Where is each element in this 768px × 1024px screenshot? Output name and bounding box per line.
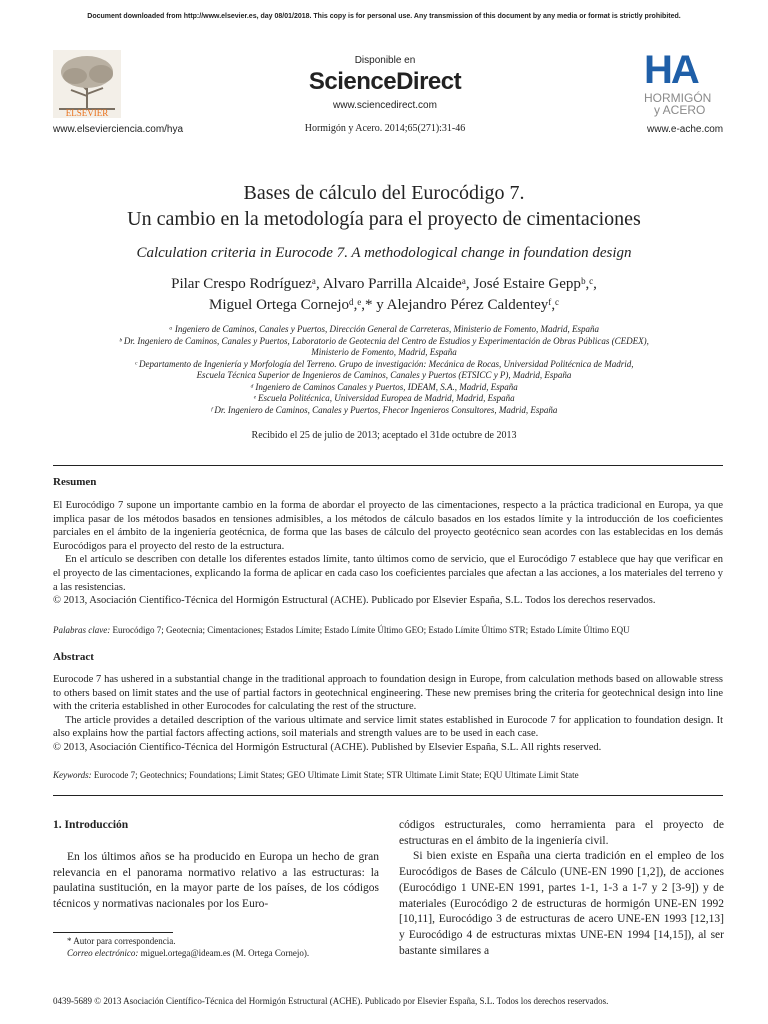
intro-left-paragraph: En los últimos años se ha producido en Europa un hecho de gran relevancia en el panorama normativo relativo a las estructuras: la paulatina sustitución, en la mayor parte de los países, de los códigos técnicos y normativas nacionales por los Euro- bbox=[53, 851, 379, 911]
keywords-list: Eurocode 7; Geotechnics; Foundations; Limit States; GEO Ultimate Limit State; STR Ultimate Limit State; EQU Ultimate Limit State bbox=[93, 770, 579, 780]
ha-logo-line1: HORMIGÓN bbox=[644, 91, 712, 105]
authors-line-2: Miguel Ortega Cornejoᵈ,ᵉ,* y Alejandro Pérez Caldenteyᶠ,ᶜ bbox=[209, 297, 559, 313]
download-notice: Document downloaded from http://www.elsevier.es, day 08/01/2018. This copy is for personal use. Any transmission of this document by any media or format is strictly prohibited. bbox=[87, 13, 681, 20]
section-heading-introduccion: 1. Introducción bbox=[53, 819, 129, 831]
keywords bbox=[53, 770, 723, 780]
title-line-2: Un cambio en la metodología para el proyecto de cimentaciones bbox=[127, 208, 641, 230]
disponible-label: Disponible en bbox=[354, 55, 416, 66]
resumen-heading: Resumen bbox=[53, 476, 97, 488]
footnote-author: * Autor para correspondencia. bbox=[67, 936, 176, 946]
journal-url-right[interactable]: www.e-ache.com bbox=[647, 124, 724, 135]
journal-reference: Hormigón y Acero. 2014;65(271):31-46 bbox=[304, 123, 466, 134]
intro-right-paragraph-1: códigos estructurales, como herramienta para el proyecto de estructuras en el ámbito de la ingeniería civil. bbox=[399, 819, 724, 847]
abstract-body bbox=[53, 673, 723, 755]
divider-bottom bbox=[53, 795, 723, 796]
palabras-clave bbox=[53, 625, 723, 635]
palabras-clave-list: Eurocódigo 7; Geotecnia; Cimentaciones; Estados Límite; Estado Límite Último GEO; Estado Límite Último STR; Estado Límite Último EQU bbox=[112, 625, 630, 635]
abstract-paragraph-2: The article provides a detailed description of the various ultimate and service limit states established in Eurocode 7 for application to foundation design. It also explains how the partial factors affecting actions, soil materials and strength values are to be used in each case. bbox=[53, 714, 723, 740]
resumen-copyright: © 2013, Asociación Científico-Técnica del Hormigón Estructural (ACHE). Publicado por Elsevier España, S.L. Todos los derechos reservados. bbox=[53, 595, 656, 607]
sciencedirect-url[interactable]: www.sciencedirect.com bbox=[333, 100, 437, 111]
english-subtitle: Calculation criteria in Eurocode 7. A methodological change in foundation design bbox=[136, 245, 632, 261]
footnote-email-address[interactable]: miguel.ortega@ideam.es (M. Ortega Cornejo). bbox=[140, 948, 310, 958]
sciencedirect-logo: ScienceDirect bbox=[308, 68, 462, 95]
intro-right-column bbox=[399, 818, 724, 959]
footnote-email-label: Correo electrónico: bbox=[67, 948, 139, 958]
divider-top bbox=[53, 465, 723, 466]
affiliation-b-cont: Ministerio de Fomento, Madrid, España bbox=[311, 347, 457, 357]
affiliation-f: ᶠ Dr. Ingeniero de Caminos, Canales y Puertos, Fhecor Ingenieros Consultores, Madrid, España bbox=[210, 404, 558, 415]
abstract-copyright: © 2013, Asociación Científico-Técnica del Hormigón Estructural (ACHE). Published by Elsevier España, S.L. All rights reserved. bbox=[53, 741, 602, 753]
resumen-body bbox=[53, 499, 723, 608]
affiliation-c: ᶜ Departamento de Ingeniería y Morfología del Terreno. Grupo de investigación: Mecánica de Rocas, Universidad Politécnica de Madrid, bbox=[134, 358, 634, 369]
palabras-clave-label: Palabras clave: bbox=[53, 625, 111, 635]
resumen-paragraph-1: El Eurocódigo 7 supone un importante cambio en la forma de abordar el proyecto de las cimentaciones, respecto a la práctica tradicional en Europa, ya que implica pasar de los métodos basados en tensiones admisibles, a los métodos de cálculo basados en los estados límite y la introducción de los coeficientes parciales en el ámbito de la ingeniería geotécnica, de forma que las bases de cálculo del proyecto geotécnico sean acordes con las establecidas en los demás Eurocódigos para el proyecto del resto de la estructura. bbox=[53, 500, 723, 552]
footnote-email bbox=[53, 947, 387, 959]
ha-logo-letters: HA bbox=[644, 48, 698, 92]
intro-right-paragraph-2: Si bien existe en España una cierta tradición en el empleo de los Eurocódigos de Bases de Cálculo (UNE-EN 1990 [1,2]), de acciones (Eurocódigo 1 UNE-EN 1991, partes 1-1, 1-3 a 1-7 y 2 [3-9]) y de materiales (Eurocódigo 2 de estructuras de hormigón UNE-EN 1992 [10,11], Eurocódigo 3 de estructuras de acero UNE-EN 1993 [12,13] y Eurocódigo 4 de estructuras mixtas UNE-EN 1994 [14,15]), al ser bastante similares a bbox=[399, 850, 724, 957]
received-dates: Recibido el 25 de julio de 2013; aceptado el 31de octubre de 2013 bbox=[251, 430, 517, 441]
abstract-paragraph-1: Eurocode 7 has ushered in a substantial change in the traditional approach to foundation design in Europe, from calculation methods based on allowable stress to others based on limit states and the use of partial factors in geotechnical engineering. These new premises bring the criteria for geotechnical design into line with the criteria established in other Eurocodes for calculating the rest of the structure. bbox=[53, 674, 723, 713]
ha-logo-line2: y ACERO bbox=[654, 103, 706, 117]
affiliation-a: ᵃ Ingeniero de Caminos, Canales y Puertos, Dirección General de Carreteras, Ministerio de Fomento, Madrid, España bbox=[168, 324, 600, 334]
footnote-rule bbox=[53, 932, 173, 933]
keywords-label: Keywords: bbox=[53, 770, 92, 780]
affiliation-b: ᵇ Dr. Ingeniero de Caminos, Canales y Puertos, Laboratorio de Geotecnia del Centro de Estudios y Experimentación de Obras Públicas (CEDEX), bbox=[119, 335, 649, 346]
title-line-1: Bases de cálculo del Eurocódigo 7. bbox=[243, 182, 525, 204]
elsevier-wordmark: ELSEVIER bbox=[65, 108, 109, 118]
affiliation-d: ᵈ Ingeniero de Caminos Canales y Puertos, IDEAM, S.A., Madrid, España bbox=[250, 381, 518, 392]
authors-line-1: Pilar Crespo Rodríguezᵃ, Alvaro Parrilla Alcaideᵃ, José Estaire Geppᵇ,ᶜ, bbox=[171, 276, 597, 292]
affiliation-e: ᵉ Escuela Politécnica, Universidad Europea de Madrid, Madrid, España bbox=[253, 393, 515, 403]
journal-url-left[interactable]: www.elsevierciencia.com/hya bbox=[53, 124, 184, 135]
affiliation-c-cont: Escuela Técnica Superior de Ingenieros de Caminos, Canales y Puertos (ETSICC y P), Madrid, España bbox=[196, 370, 572, 380]
affiliations bbox=[70, 324, 698, 416]
hormigon-acero-logo bbox=[640, 50, 726, 122]
abstract-heading: Abstract bbox=[53, 651, 94, 663]
page-copyright: 0439-5689 © 2013 Asociación Científico-Técnica del Hormigón Estructural (ACHE). Publicado por Elsevier España, S.L. Todos los derechos reservados. bbox=[53, 996, 609, 1006]
resumen-paragraph-2: En el artículo se describen con detalle los diferentes estados límite, tanto últimos como de servicio, que el Eurocódigo 7 establece que hay que verificar en el proyecto de las cimentaciones, explicando la forma de aplicar en cada caso los coeficientes parciales que afectan a las acciones, a los materiales del terreno y a las resistencias. bbox=[53, 554, 723, 593]
